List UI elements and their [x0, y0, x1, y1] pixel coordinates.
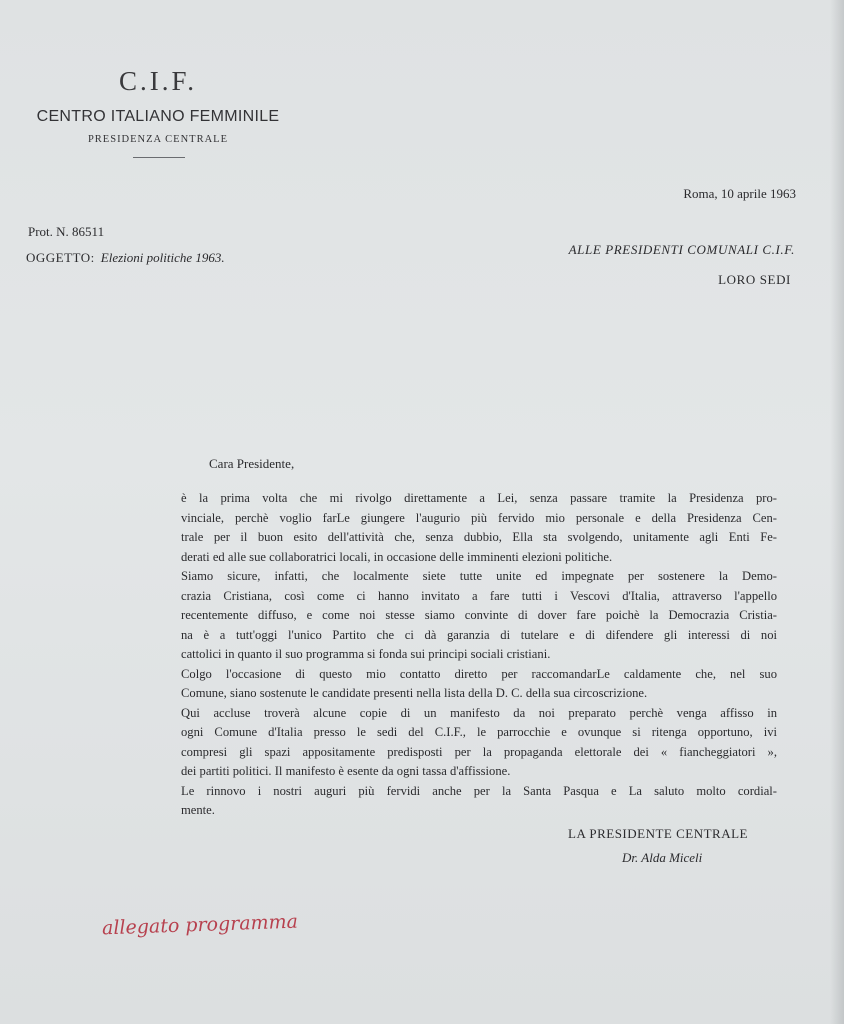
letterhead-organization-name: CENTRO ITALIANO FEMMINILE — [36, 108, 280, 125]
body-line: Comune, siano sostenute le candidate presenti nella lista della D. C. della sua circoscrizione. — [181, 686, 648, 700]
signature-name: Dr. Alda Miceli — [622, 850, 703, 865]
body-line: è la prima volta che mi rivolgo direttamente a Lei, senza passare tramite la Presidenza pro- — [181, 491, 777, 505]
subject-value: Elezioni politiche 1963. — [100, 250, 225, 265]
body-line: Qui accluse troverà alcune copie di un manifesto da noi preparato perchè venga affisso in — [181, 705, 777, 720]
body-line: Le rinnovo i nostri auguri più fervidi anche per la Santa Pasqua e La saluto molto cordial- — [181, 783, 777, 798]
signature-title: LA PRESIDENTE CENTRALE — [568, 826, 748, 841]
body-line: derati ed alle sue collaboratrici locali, in occasione delle imminenti elezioni politiche. — [181, 549, 613, 564]
body-line: mente. — [181, 803, 215, 817]
body-line: trale per il buon esito dell'attività che, senza dubbio, Ella sta svolgendo, unitamente agli Enti Fe- — [181, 530, 777, 544]
recipient-line: ALLE PRESIDENTI COMUNALI C.I.F. — [568, 242, 795, 257]
letterhead-office: PRESIDENZA CENTRALE — [87, 134, 229, 145]
letter-date: Roma, 10 aprile 1963 — [683, 186, 796, 201]
subject-line — [26, 250, 225, 266]
body-line: dei partiti politici. Il manifesto è esente da ogni tassa d'affissione. — [181, 764, 511, 778]
paper-edge-shadow — [830, 0, 844, 1024]
handwritten-note-text: allegato programma — [101, 910, 299, 940]
letterhead-abbreviation: C.I.F. — [118, 66, 198, 96]
body-line: Siamo sicure, infatti, che localmente siete tutte unite ed impegnate per sostenere la Demo- — [181, 569, 777, 583]
letterhead-divider — [133, 157, 185, 158]
body-line: Colgo l'occasione di questo mio contatto diretto per raccomandarLe caldamente che, nel suo — [181, 666, 777, 681]
body-line: ogni Comune d'Italia presso le sedi del C.I.F., le parrocchie e ovunque si ritenga opportuno, ivi — [181, 725, 777, 739]
body-line: na è a tutt'oggi l'unico Partito che ci dà garanzia di tutelare e di difendere gli interessi di noi — [181, 627, 777, 642]
body-line: recentemente diffuso, e come noi stesse siamo convinte di dover fare poichè la Democrazia Cristia- — [181, 608, 777, 622]
body-line: compresi gli spazi appositamente predisposti per la propaganda elettorale dei « fiancheggiatori », — [181, 744, 777, 759]
letter-body — [181, 489, 777, 821]
protocol-number: Prot. N. 86511 — [28, 224, 105, 239]
subject-label: OGGETTO: — [26, 250, 95, 265]
handwritten-note — [100, 905, 315, 947]
body-line: vinciale, perchè voglio farLe giungere l'augurio più fervido mio personale e della Presidenza Cen- — [181, 510, 777, 525]
body-line: cattolici in quanto il suo programma si fonda sui principi sociali cristiani. — [181, 647, 551, 661]
salutation: Cara Presidente, — [209, 456, 295, 471]
recipient-sub-line: LORO SEDI — [718, 272, 791, 287]
body-line: crazia Cristiana, così come ci hanno invitato a fare tutti i Vescovi d'Italia, attraverso l'appello — [181, 588, 777, 603]
